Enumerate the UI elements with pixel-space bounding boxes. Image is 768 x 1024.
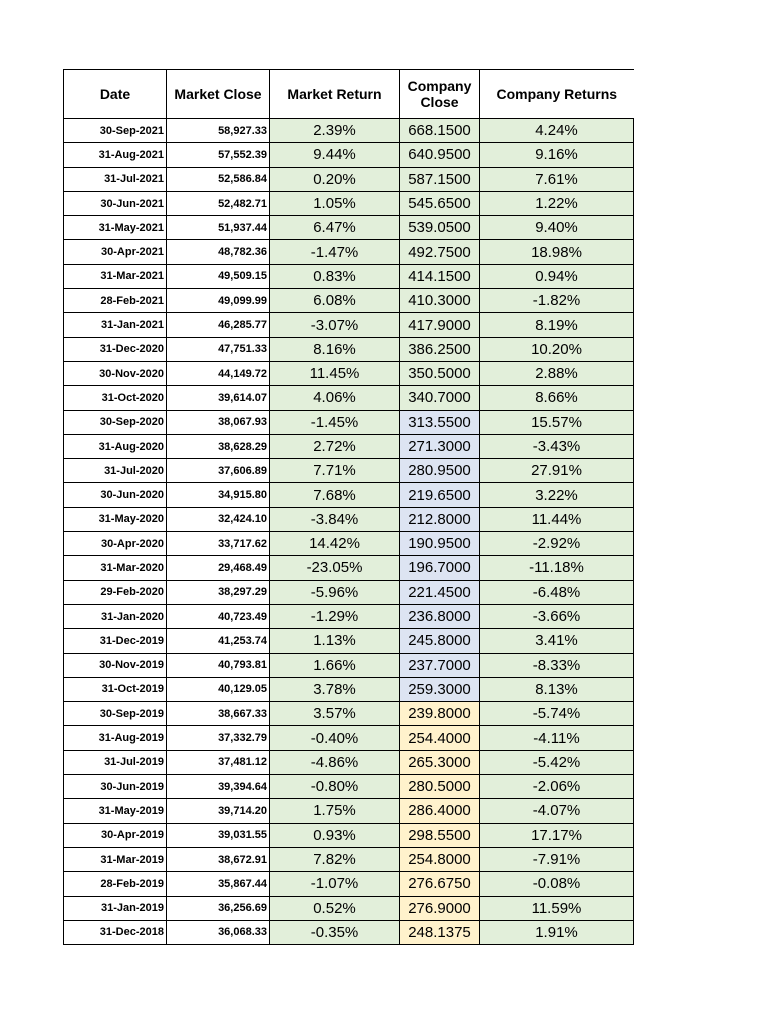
cell-date[interactable]: 30-Jun-2019 — [64, 775, 167, 799]
cell-date[interactable]: 31-Aug-2019 — [64, 726, 167, 750]
cell-company-close[interactable]: 386.2500 — [400, 337, 480, 361]
cell-market-close[interactable]: 49,099.99 — [167, 289, 270, 313]
cell-market-return[interactable]: -0.80% — [270, 775, 400, 799]
cell-company-close[interactable]: 350.5000 — [400, 361, 480, 385]
cell-company-close[interactable]: 668.1500 — [400, 119, 480, 143]
cell-market-return[interactable]: -0.40% — [270, 726, 400, 750]
table-row — [64, 629, 634, 653]
cell-date[interactable]: 31-Oct-2019 — [64, 677, 167, 701]
cell-company-returns[interactable]: 1.91% — [480, 920, 634, 944]
cell-company-close[interactable]: 196.7000 — [400, 556, 480, 580]
cell-date[interactable]: 30-Jun-2021 — [64, 191, 167, 215]
cell-company-returns[interactable]: -0.08% — [480, 872, 634, 896]
table-row — [64, 556, 634, 580]
header-date[interactable]: Date — [64, 70, 167, 119]
cell-date[interactable]: 29-Feb-2020 — [64, 580, 167, 604]
cell-company-returns[interactable]: 1.22% — [480, 191, 634, 215]
cell-market-close[interactable]: 35,867.44 — [167, 872, 270, 896]
cell-company-close[interactable]: 236.8000 — [400, 604, 480, 628]
cell-market-return[interactable]: 11.45% — [270, 361, 400, 385]
table-row — [64, 240, 634, 264]
cell-date[interactable]: 30-Apr-2020 — [64, 532, 167, 556]
cell-market-return[interactable]: 2.72% — [270, 434, 400, 458]
cell-market-return[interactable]: -3.07% — [270, 313, 400, 337]
cell-market-close[interactable]: 36,068.33 — [167, 920, 270, 944]
cell-market-return[interactable]: -1.29% — [270, 604, 400, 628]
header-market-return[interactable]: Market Return — [270, 70, 400, 119]
cell-market-return[interactable]: -0.35% — [270, 920, 400, 944]
table-row — [64, 361, 634, 385]
cell-company-close[interactable]: 276.9000 — [400, 896, 480, 920]
cell-company-returns[interactable]: -2.92% — [480, 532, 634, 556]
cell-market-return[interactable]: -3.84% — [270, 507, 400, 531]
cell-company-close[interactable]: 248.1375 — [400, 920, 480, 944]
cell-company-close[interactable]: 545.6500 — [400, 191, 480, 215]
returns-table — [63, 69, 634, 945]
cell-company-returns[interactable]: -3.43% — [480, 434, 634, 458]
cell-company-close[interactable]: 237.7000 — [400, 653, 480, 677]
cell-company-returns[interactable]: 4.24% — [480, 119, 634, 143]
cell-company-returns[interactable]: -5.74% — [480, 702, 634, 726]
table-row — [64, 191, 634, 215]
cell-company-close[interactable]: 414.1500 — [400, 264, 480, 288]
cell-date[interactable]: 31-Jan-2021 — [64, 313, 167, 337]
table-row — [64, 459, 634, 483]
cell-company-returns[interactable]: -6.48% — [480, 580, 634, 604]
cell-market-return[interactable]: 1.13% — [270, 629, 400, 653]
table-row — [64, 313, 634, 337]
cell-company-returns[interactable]: 8.13% — [480, 677, 634, 701]
cell-company-returns[interactable]: 7.61% — [480, 167, 634, 191]
table-row — [64, 847, 634, 871]
cell-market-close[interactable]: 33,717.62 — [167, 532, 270, 556]
table-row — [64, 896, 634, 920]
cell-market-close[interactable]: 38,628.29 — [167, 434, 270, 458]
cell-company-returns[interactable]: 18.98% — [480, 240, 634, 264]
cell-market-return[interactable]: -1.47% — [270, 240, 400, 264]
table-row — [64, 580, 634, 604]
cell-date[interactable]: 28-Feb-2021 — [64, 289, 167, 313]
table-row — [64, 702, 634, 726]
cell-market-return[interactable]: 3.57% — [270, 702, 400, 726]
table-row — [64, 726, 634, 750]
cell-market-close[interactable]: 32,424.10 — [167, 507, 270, 531]
cell-date[interactable]: 31-Mar-2020 — [64, 556, 167, 580]
cell-market-return[interactable]: 0.83% — [270, 264, 400, 288]
cell-company-returns[interactable]: 9.40% — [480, 216, 634, 240]
cell-company-returns[interactable]: -5.42% — [480, 750, 634, 774]
cell-market-return[interactable]: 1.75% — [270, 799, 400, 823]
cell-company-close[interactable]: 417.9000 — [400, 313, 480, 337]
cell-company-returns[interactable]: 11.59% — [480, 896, 634, 920]
cell-market-return[interactable]: 7.68% — [270, 483, 400, 507]
cell-date[interactable]: 31-May-2021 — [64, 216, 167, 240]
cell-market-return[interactable]: 0.93% — [270, 823, 400, 847]
table-row — [64, 143, 634, 167]
cell-company-close[interactable]: 340.7000 — [400, 386, 480, 410]
table-row — [64, 386, 634, 410]
cell-company-returns[interactable]: 9.16% — [480, 143, 634, 167]
table-row — [64, 920, 634, 944]
cell-company-close[interactable]: 221.4500 — [400, 580, 480, 604]
cell-market-close[interactable]: 38,667.33 — [167, 702, 270, 726]
cell-company-close[interactable]: 313.5500 — [400, 410, 480, 434]
table-row — [64, 750, 634, 774]
cell-market-close[interactable]: 41,253.74 — [167, 629, 270, 653]
cell-market-return[interactable]: -5.96% — [270, 580, 400, 604]
cell-market-close[interactable]: 39,394.64 — [167, 775, 270, 799]
cell-market-close[interactable]: 38,067.93 — [167, 410, 270, 434]
cell-market-return[interactable]: 0.20% — [270, 167, 400, 191]
cell-market-close[interactable]: 37,481.12 — [167, 750, 270, 774]
table-row — [64, 775, 634, 799]
cell-market-return[interactable]: 6.47% — [270, 216, 400, 240]
table-row — [64, 410, 634, 434]
table-row — [64, 167, 634, 191]
cell-company-returns[interactable]: 0.94% — [480, 264, 634, 288]
cell-date[interactable]: 31-Jul-2020 — [64, 459, 167, 483]
header-company-close[interactable]: Company Close — [400, 70, 480, 119]
cell-market-close[interactable]: 34,915.80 — [167, 483, 270, 507]
cell-date[interactable]: 31-Jul-2021 — [64, 167, 167, 191]
table-row — [64, 264, 634, 288]
table-row — [64, 434, 634, 458]
cell-date[interactable]: 28-Feb-2019 — [64, 872, 167, 896]
table-row — [64, 119, 634, 143]
cell-date[interactable]: 31-Jan-2020 — [64, 604, 167, 628]
cell-date[interactable]: 31-Jul-2019 — [64, 750, 167, 774]
cell-company-returns[interactable]: 8.66% — [480, 386, 634, 410]
cell-market-return[interactable]: 8.16% — [270, 337, 400, 361]
cell-company-close[interactable]: 254.8000 — [400, 847, 480, 871]
cell-date[interactable]: 31-Dec-2020 — [64, 337, 167, 361]
cell-market-return[interactable]: 3.78% — [270, 677, 400, 701]
cell-company-close[interactable]: 219.6500 — [400, 483, 480, 507]
cell-company-close[interactable]: 280.5000 — [400, 775, 480, 799]
cell-market-return[interactable]: 1.66% — [270, 653, 400, 677]
cell-company-close[interactable]: 276.6750 — [400, 872, 480, 896]
cell-company-returns[interactable]: 27.91% — [480, 459, 634, 483]
cell-company-close[interactable]: 259.3000 — [400, 677, 480, 701]
table-row — [64, 653, 634, 677]
table-row — [64, 799, 634, 823]
cell-market-close[interactable]: 57,552.39 — [167, 143, 270, 167]
header-row — [64, 70, 634, 119]
cell-company-close[interactable]: 587.1500 — [400, 167, 480, 191]
cell-company-returns[interactable]: -2.06% — [480, 775, 634, 799]
header-company-returns[interactable]: Company Returns — [480, 70, 634, 119]
cell-company-close[interactable]: 286.4000 — [400, 799, 480, 823]
header-market-close[interactable]: Market Close — [167, 70, 270, 119]
cell-date[interactable]: 31-Dec-2019 — [64, 629, 167, 653]
cell-company-close[interactable]: 280.9500 — [400, 459, 480, 483]
cell-company-returns[interactable]: 11.44% — [480, 507, 634, 531]
cell-date[interactable]: 31-Oct-2020 — [64, 386, 167, 410]
cell-company-close[interactable]: 190.9500 — [400, 532, 480, 556]
cell-company-returns[interactable]: -4.11% — [480, 726, 634, 750]
table-row — [64, 677, 634, 701]
cell-company-returns[interactable]: -11.18% — [480, 556, 634, 580]
cell-company-returns[interactable]: 3.22% — [480, 483, 634, 507]
cell-market-close[interactable]: 52,482.71 — [167, 191, 270, 215]
cell-market-close[interactable]: 47,751.33 — [167, 337, 270, 361]
cell-company-returns[interactable]: 15.57% — [480, 410, 634, 434]
cell-company-close[interactable]: 539.0500 — [400, 216, 480, 240]
cell-date[interactable]: 31-Dec-2018 — [64, 920, 167, 944]
cell-market-close[interactable]: 46,285.77 — [167, 313, 270, 337]
cell-market-return[interactable]: 0.52% — [270, 896, 400, 920]
cell-company-close[interactable]: 492.7500 — [400, 240, 480, 264]
cell-market-close[interactable]: 39,614.07 — [167, 386, 270, 410]
cell-company-returns[interactable]: -3.66% — [480, 604, 634, 628]
cell-market-return[interactable]: 4.06% — [270, 386, 400, 410]
cell-date[interactable]: 31-May-2020 — [64, 507, 167, 531]
cell-date[interactable]: 30-Sep-2020 — [64, 410, 167, 434]
cell-company-close[interactable]: 265.3000 — [400, 750, 480, 774]
cell-company-returns[interactable]: -8.33% — [480, 653, 634, 677]
cell-market-close[interactable]: 52,586.84 — [167, 167, 270, 191]
cell-company-returns[interactable]: 17.17% — [480, 823, 634, 847]
cell-market-close[interactable]: 38,672.91 — [167, 847, 270, 871]
cell-market-return[interactable]: -23.05% — [270, 556, 400, 580]
cell-market-close[interactable]: 29,468.49 — [167, 556, 270, 580]
table-row — [64, 823, 634, 847]
cell-company-returns[interactable]: 2.88% — [480, 361, 634, 385]
cell-market-return[interactable]: 7.82% — [270, 847, 400, 871]
cell-market-close[interactable]: 40,723.49 — [167, 604, 270, 628]
cell-date[interactable]: 30-Sep-2021 — [64, 119, 167, 143]
cell-company-returns[interactable]: 3.41% — [480, 629, 634, 653]
cell-market-return[interactable]: 1.05% — [270, 191, 400, 215]
cell-company-returns[interactable]: -7.91% — [480, 847, 634, 871]
table-header — [64, 70, 634, 119]
table-row — [64, 483, 634, 507]
cell-company-returns[interactable]: 10.20% — [480, 337, 634, 361]
cell-market-close[interactable]: 36,256.69 — [167, 896, 270, 920]
cell-date[interactable]: 31-Aug-2021 — [64, 143, 167, 167]
cell-market-close[interactable]: 40,129.05 — [167, 677, 270, 701]
cell-date[interactable]: 30-Jun-2020 — [64, 483, 167, 507]
cell-market-close[interactable]: 58,927.33 — [167, 119, 270, 143]
cell-market-close[interactable]: 39,031.55 — [167, 823, 270, 847]
table-row — [64, 604, 634, 628]
cell-company-close[interactable]: 212.8000 — [400, 507, 480, 531]
cell-company-close[interactable]: 239.8000 — [400, 702, 480, 726]
table-row — [64, 337, 634, 361]
cell-company-close[interactable]: 245.8000 — [400, 629, 480, 653]
cell-market-return[interactable]: -1.45% — [270, 410, 400, 434]
cell-market-return[interactable]: 6.08% — [270, 289, 400, 313]
cell-company-close[interactable]: 298.5500 — [400, 823, 480, 847]
cell-date[interactable]: 30-Apr-2019 — [64, 823, 167, 847]
cell-market-return[interactable]: 2.39% — [270, 119, 400, 143]
cell-date[interactable]: 31-Mar-2019 — [64, 847, 167, 871]
cell-date[interactable]: 30-Sep-2019 — [64, 702, 167, 726]
cell-date[interactable]: 31-Aug-2020 — [64, 434, 167, 458]
cell-market-return[interactable]: 9.44% — [270, 143, 400, 167]
cell-company-returns[interactable]: -4.07% — [480, 799, 634, 823]
table-row — [64, 532, 634, 556]
cell-market-close[interactable]: 39,714.20 — [167, 799, 270, 823]
cell-market-close[interactable]: 38,297.29 — [167, 580, 270, 604]
cell-market-return[interactable]: -1.07% — [270, 872, 400, 896]
cell-market-close[interactable]: 37,606.89 — [167, 459, 270, 483]
cell-market-close[interactable]: 44,149.72 — [167, 361, 270, 385]
table-row — [64, 872, 634, 896]
cell-market-close[interactable]: 37,332.79 — [167, 726, 270, 750]
cell-date[interactable]: 30-Nov-2020 — [64, 361, 167, 385]
cell-company-close[interactable]: 640.9500 — [400, 143, 480, 167]
cell-company-returns[interactable]: 8.19% — [480, 313, 634, 337]
table-row — [64, 289, 634, 313]
table-row — [64, 216, 634, 240]
table-row — [64, 507, 634, 531]
cell-date[interactable]: 31-May-2019 — [64, 799, 167, 823]
cell-date[interactable]: 30-Nov-2019 — [64, 653, 167, 677]
cell-market-close[interactable]: 49,509.15 — [167, 264, 270, 288]
cell-market-return[interactable]: 7.71% — [270, 459, 400, 483]
cell-company-close[interactable]: 254.4000 — [400, 726, 480, 750]
cell-market-close[interactable]: 40,793.81 — [167, 653, 270, 677]
cell-date[interactable]: 31-Jan-2019 — [64, 896, 167, 920]
cell-market-close[interactable]: 51,937.44 — [167, 216, 270, 240]
cell-company-close[interactable]: 271.3000 — [400, 434, 480, 458]
cell-market-return[interactable]: 14.42% — [270, 532, 400, 556]
table-body — [64, 119, 634, 945]
cell-company-returns[interactable]: -1.82% — [480, 289, 634, 313]
cell-date[interactable]: 30-Apr-2021 — [64, 240, 167, 264]
cell-market-close[interactable]: 48,782.36 — [167, 240, 270, 264]
cell-market-return[interactable]: -4.86% — [270, 750, 400, 774]
cell-date[interactable]: 31-Mar-2021 — [64, 264, 167, 288]
cell-company-close[interactable]: 410.3000 — [400, 289, 480, 313]
